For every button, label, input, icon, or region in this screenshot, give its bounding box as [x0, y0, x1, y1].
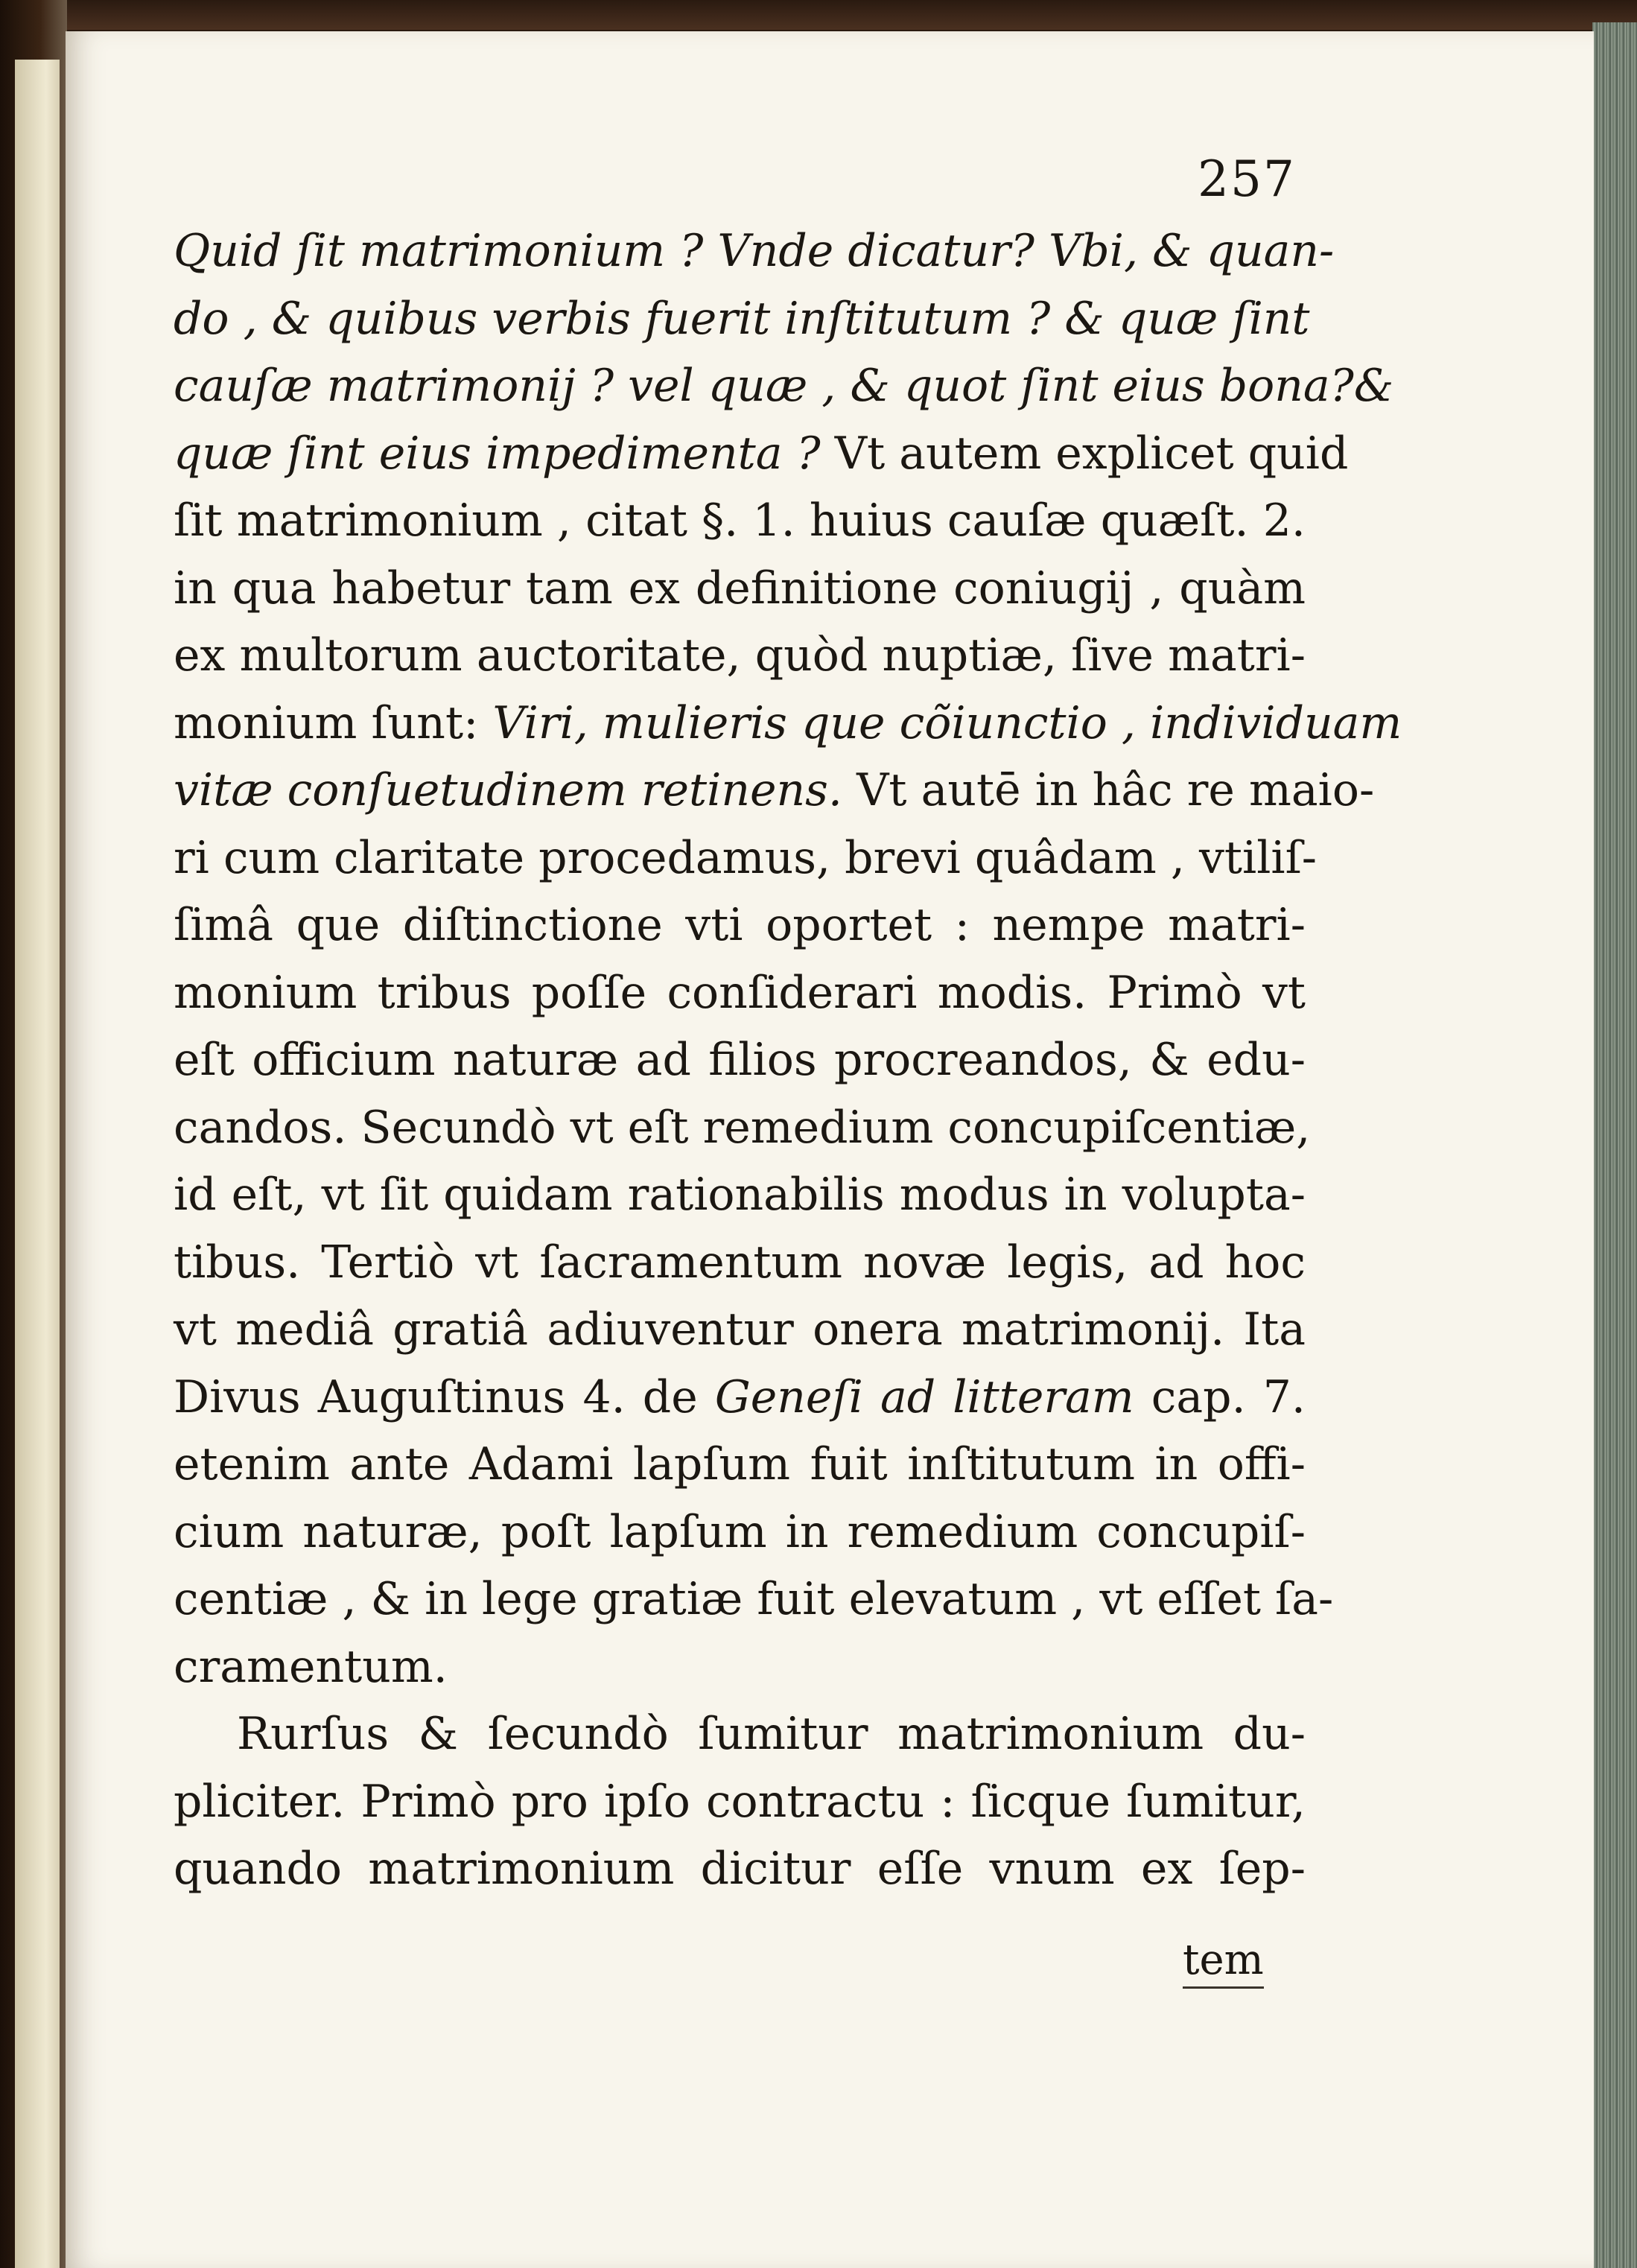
roman-text: eſt officium naturæ ad filios procreandos, & edu- — [174, 1034, 1306, 1086]
roman-text: Divus Auguſtinus 4. de — [174, 1370, 715, 1423]
italic-text: Viri, mulieris que cõiunctio , individuam — [492, 696, 1402, 749]
roman-text: Vt autem explicet quid — [834, 427, 1349, 480]
text-line — [174, 217, 1335, 285]
text-line — [174, 555, 1306, 623]
text-line — [174, 1229, 1306, 1297]
roman-text: tibus. Tertiò vt ſacramentum novæ legis, ad hoc — [174, 1236, 1306, 1289]
text-line — [174, 690, 1402, 757]
text-line — [174, 825, 1317, 892]
text-line — [174, 757, 1375, 825]
roman-text: pliciter. Primò pro ipſo contractu : ſicque ſumitur, — [174, 1775, 1306, 1828]
text-line — [174, 1499, 1306, 1566]
text-line — [174, 622, 1306, 690]
text-line — [174, 1700, 1306, 1768]
roman-text: ſimâ que diſtinctione vti oportet : nempe matri- — [174, 899, 1306, 951]
roman-text: ri cum claritate procedamus, brevi quâdam , vtiliſ- — [174, 831, 1317, 884]
left-page-edge — [15, 60, 60, 2268]
roman-text: cramentum. — [174, 1640, 448, 1693]
roman-text: cium naturæ, poſt lapſum in remedium concupiſ- — [174, 1505, 1306, 1558]
catchword: tem — [1183, 1934, 1264, 1989]
roman-text: id eſt, vt ſit quidam rationabilis modus in volupta- — [174, 1169, 1306, 1221]
text-line — [174, 1835, 1306, 1903]
roman-text: ex multorum auctoritate, quòd nuptiæ, ſive matri- — [174, 629, 1306, 682]
text-line — [174, 1364, 1306, 1432]
book-page — [66, 31, 1594, 2268]
page-number: 257 — [1198, 150, 1296, 208]
roman-text: quando matrimonium dicitur eſſe vnum ex ſep- — [174, 1843, 1306, 1895]
roman-text: candos. Secundò vt eſt remedium concupiſcentiæ, — [174, 1101, 1311, 1154]
italic-text: quæ ſint eius impedimenta ? — [174, 427, 835, 480]
text-line — [174, 1026, 1306, 1094]
roman-text: centiæ , & in lege gratiæ fuit elevatum , vt eſſet ſa- — [174, 1573, 1334, 1625]
italic-text: Quid ſit matrimonium ? Vnde dicatur? Vbi, & quan- — [174, 225, 1335, 277]
text-line — [174, 1431, 1306, 1499]
italic-text: do , & quibus verbis fuerit inſtitutum ? & quæ ſint — [174, 292, 1310, 345]
text-line — [174, 1296, 1306, 1364]
text-line — [174, 420, 1349, 488]
text-line — [174, 352, 1394, 420]
text-line — [174, 487, 1306, 555]
roman-text: ſit matrimonium , citat §. 1. huius cauſæ quæſt. 2. — [174, 495, 1306, 547]
text-line — [174, 892, 1306, 959]
text-line — [174, 1161, 1306, 1229]
text-line — [174, 285, 1310, 353]
roman-text: vt mediâ gratiâ adiuventur onera matrimonij. Ita — [174, 1303, 1306, 1356]
roman-text: cap. 7. — [1134, 1370, 1306, 1423]
text-line — [174, 1633, 1306, 1701]
italic-text: cauſæ matrimonij ? vel quæ , & quot ſint eius bona?& — [174, 360, 1394, 412]
text-line — [174, 1768, 1306, 1836]
italic-text: vitæ conſuetudinem retinens. — [174, 764, 857, 816]
roman-text: Rurſus & ſecundò ſumitur matrimonium du- — [237, 1708, 1306, 1760]
roman-text: monium tribus poſſe conſiderari modis. Primò vt — [174, 966, 1306, 1019]
italic-text: Geneſi ad litteram — [714, 1370, 1134, 1423]
text-line — [174, 959, 1306, 1027]
background-top — [0, 0, 1637, 30]
roman-text: monium ſunt: — [174, 696, 493, 749]
roman-text: Vt autē in hâc re maio- — [856, 764, 1375, 816]
text-line — [174, 1566, 1334, 1633]
body-text — [174, 217, 1402, 1903]
page-stack-edge — [1592, 22, 1637, 2268]
roman-text: in qua habetur tam ex definitione coniugij , quàm — [174, 562, 1306, 614]
text-line — [174, 1094, 1311, 1162]
roman-text: etenim ante Adami lapſum fuit inſtitutum in offi- — [174, 1438, 1306, 1490]
